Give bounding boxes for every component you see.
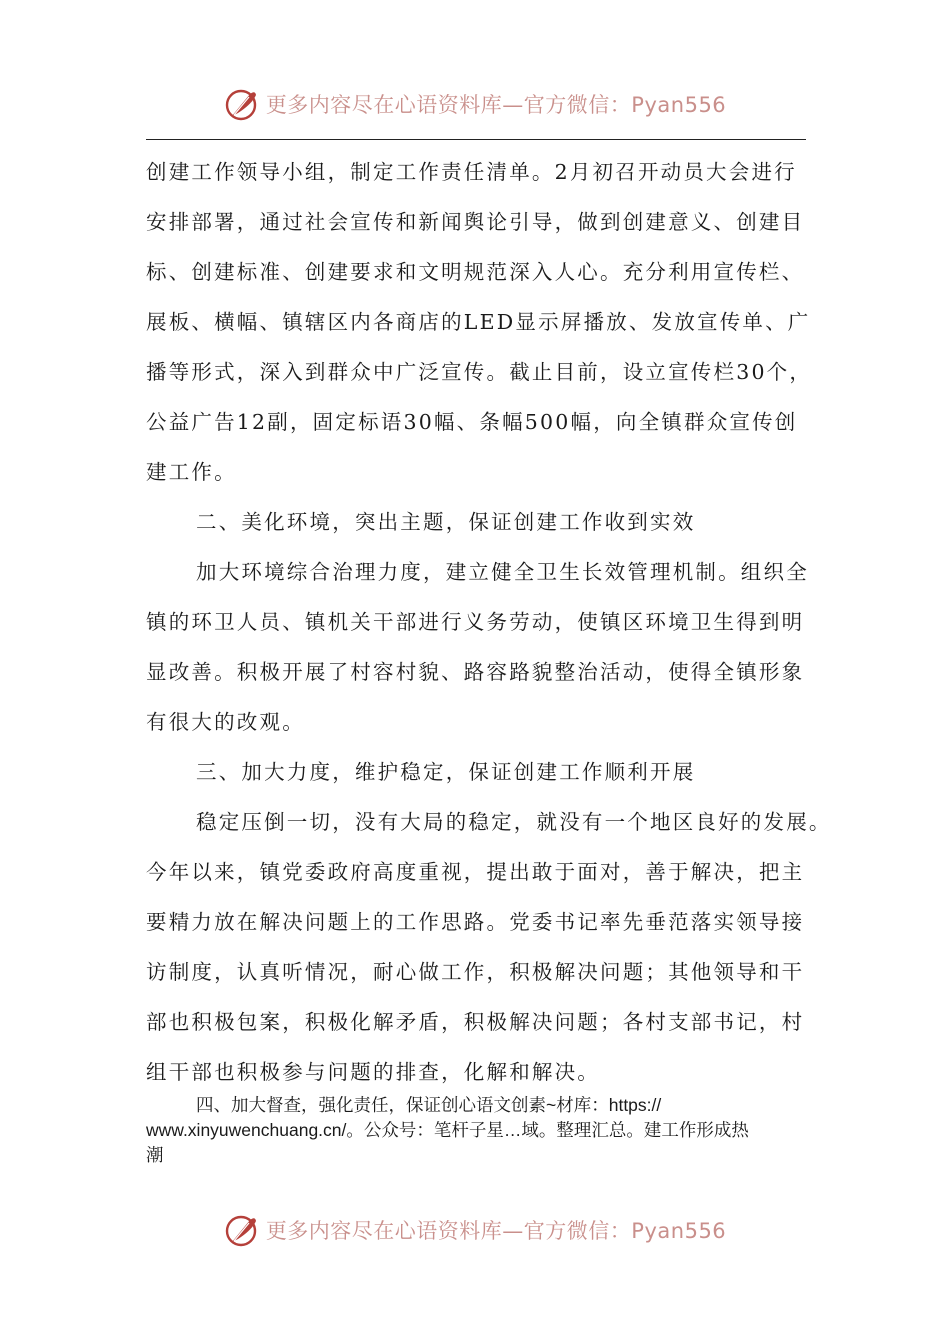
note-line: 四、加大督查，强化责任，保证创心语文创素~材库：https:// bbox=[196, 1095, 662, 1115]
header-banner bbox=[0, 82, 950, 126]
note-line: www.xinyuwenchuang.cn/。公众号：笔杆子星…域。整理汇总。建工作形成热 bbox=[146, 1120, 749, 1140]
body-line: 组干部也积极参与问题的排查，化解和解决。 bbox=[146, 1060, 600, 1084]
body-line: 创建工作领导小组，制定工作责任清单。2月初召开动员大会进行 bbox=[146, 160, 797, 184]
body-line: 公益广告12副，固定标语30幅、条幅500幅，向全镇群众宣传创 bbox=[146, 410, 798, 434]
footer-banner bbox=[0, 1208, 950, 1252]
note-line: 潮 bbox=[146, 1145, 164, 1165]
header-banner-text: 更多内容尽在心语资料库—官方微信：Pyan556 bbox=[265, 93, 727, 117]
header-divider bbox=[146, 139, 806, 140]
body-line: 加大环境综合治理力度，建立健全卫生长效管理机制。组织全 bbox=[196, 560, 809, 584]
body-line: 建工作。 bbox=[146, 460, 237, 484]
footer-banner-text: 更多内容尽在心语资料库—官方微信：Pyan556 bbox=[265, 1219, 727, 1243]
body-line: 今年以来，镇党委政府高度重视，提出敢于面对，善于解决，把主 bbox=[146, 860, 805, 884]
section-heading-3: 三、加大力度，维护稳定，保证创建工作顺利开展 bbox=[196, 760, 696, 784]
body-line: 标、创建标准、创建要求和文明规范深入人心。充分利用宣传栏、 bbox=[146, 260, 805, 284]
section-4-note bbox=[146, 1093, 806, 1168]
body-line: 展板、横幅、镇辖区内各商店的LED显示屏播放、发放宣传单、广 bbox=[146, 310, 811, 334]
body-line: 显改善。积极开展了村容村貌、路容路貌整治活动，使得全镇形象 bbox=[146, 660, 805, 684]
section-heading-2: 二、美化环境，突出主题，保证创建工作收到实效 bbox=[196, 510, 696, 534]
body-line: 访制度，认真听情况，耐心做工作，积极解决问题；其他领导和干 bbox=[146, 960, 805, 984]
document-body bbox=[146, 153, 832, 1103]
quill-logo-icon bbox=[224, 86, 260, 122]
body-line: 有很大的改观。 bbox=[146, 710, 305, 734]
body-line: 要精力放在解决问题上的工作思路。党委书记率先垂范落实领导接 bbox=[146, 910, 805, 934]
body-line: 安排部署，通过社会宣传和新闻舆论引导，做到创建意义、创建目 bbox=[146, 210, 805, 234]
body-line: 镇的环卫人员、镇机关干部进行义务劳动，使镇区环境卫生得到明 bbox=[146, 610, 805, 634]
body-line: 部也积极包案，积极化解矛盾，积极解决问题；各村支部书记，村 bbox=[146, 1010, 805, 1034]
body-line: 播等形式，深入到群众中广泛宣传。截止目前，设立宣传栏30个， bbox=[146, 360, 813, 384]
quill-logo-icon bbox=[224, 1212, 260, 1248]
body-line: 稳定压倒一切，没有大局的稳定，就没有一个地区良好的发展。 bbox=[196, 810, 832, 834]
